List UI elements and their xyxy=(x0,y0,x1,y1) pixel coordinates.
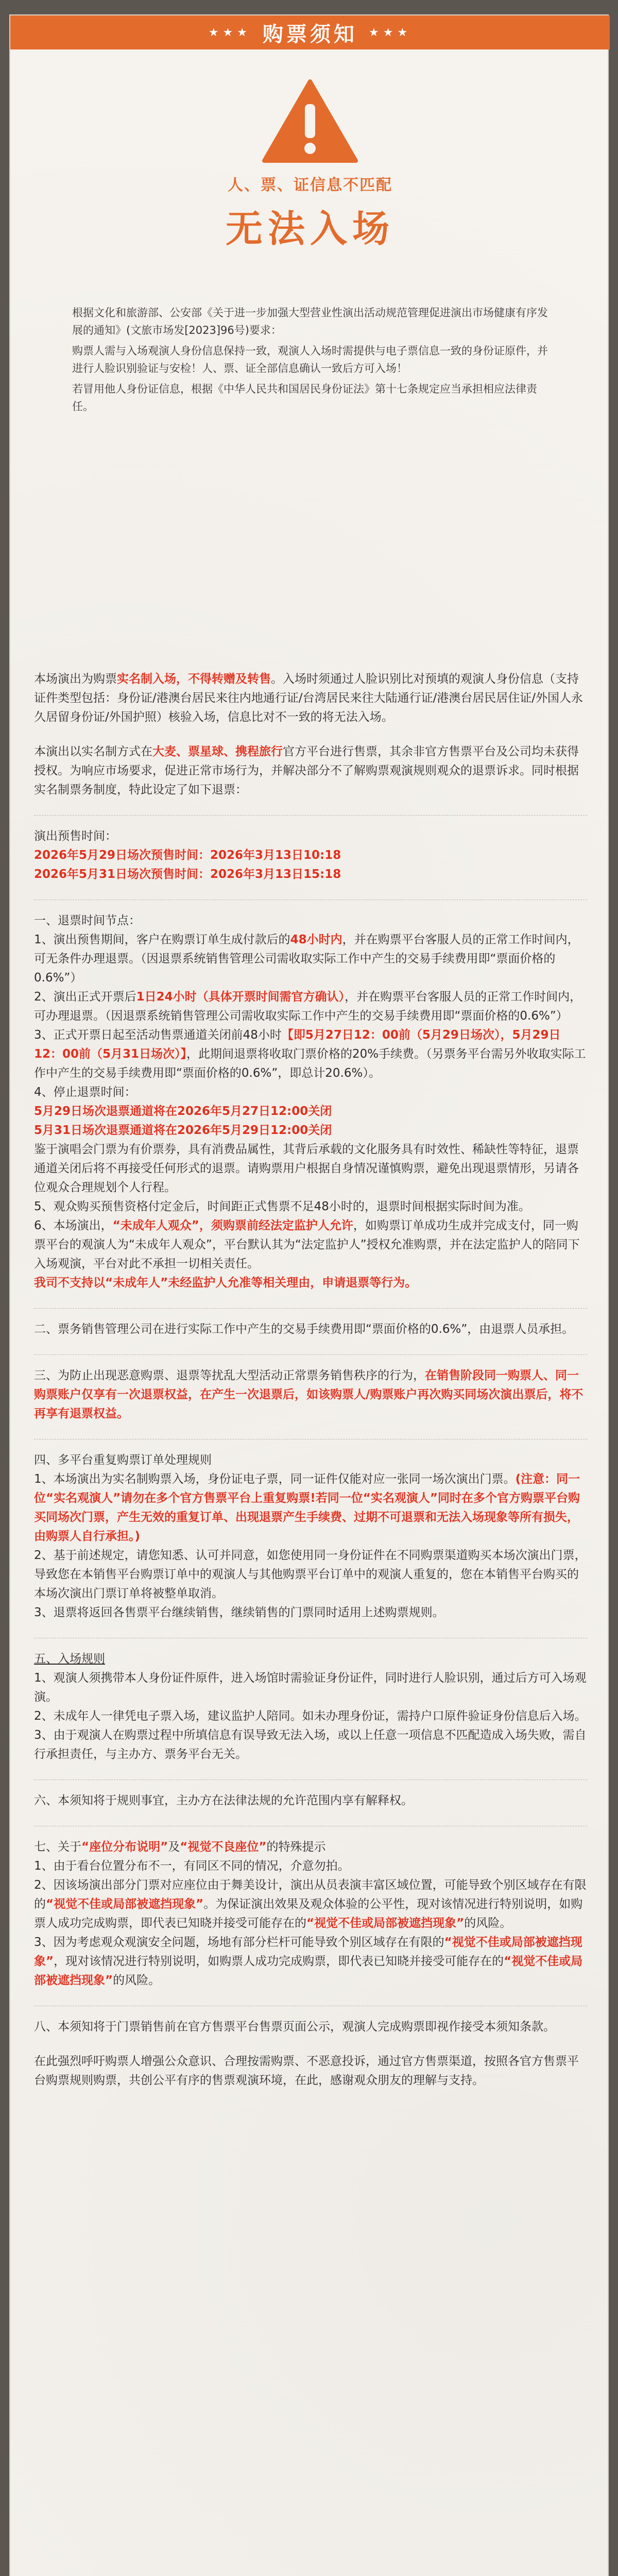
text: 三、为防止出现恶意购票、退票等扰乱大型活动正常票务销售秩序的行为， xyxy=(34,1369,425,1382)
stars-right: ★★★ xyxy=(369,26,412,39)
section-7-item-1: 1、由于看台位置分布不一，有同区不同的情况，介意勿拍。 xyxy=(34,1859,350,1873)
warning-headline: 无法入场 xyxy=(225,207,394,250)
text: 七、关于 xyxy=(34,1840,81,1854)
text: ，并在购票平台客服人员的正常工作时间内，可办理退票。（因退票系统销售管理公司需收取实际工作中产生的交易手续费用即“票面价格的0.6%”） xyxy=(34,990,582,1023)
stars-left: ★★★ xyxy=(208,26,251,39)
section-4-item-2: 2、基于前述规定，请您知悉、认可并同意，如您使用同一身份证件在不同购票渠道购买本场次演出门票，导致您在本销售平台购票订单中的观演人与其他购票平台订单中的观演人重复的，您在本销售平台购买的本场次演出门票订单将被整单取消。 xyxy=(34,1549,587,1600)
section-7-item-3 xyxy=(34,1933,587,1990)
text: 的特殊提示 xyxy=(266,1840,326,1854)
text: 及 xyxy=(168,1840,180,1854)
text: 。入场时须通过人脸识别比对预填的观演人身份信息（支持证件类型包括：身份证/港澳台居民来往内地通行证/台湾居民来往大陆通行证/港澳台居民居住证/外国人永久居留身份证/外国护照）核验入场，信息比对不一致的将无法入场。 xyxy=(34,672,583,724)
closing-paragraph: 在此强烈呼吁购票人增强公众意识、合理按需购票、不恶意投诉，通过官方售票渠道，按照各官方售票平台购票规则购票，共创公平有序的售票观演环境，在此，感谢观众朋友的理解与支持。 xyxy=(34,2055,579,2087)
highlight: “座位分布说明” xyxy=(81,1840,168,1854)
presale-line-1: 2026年5月29日场次预售时间：2026年3月13日10:18 xyxy=(34,849,341,862)
text: 。为保证演出效果及观众体验的公平性，现对该情况进行特别说明，如购票人成功完成购票，即代表已知晓并接受可能存在的 xyxy=(34,1897,583,1930)
refund-close-2: 5月31日场次退票通道将在2026年5月29日12:00关闭 xyxy=(34,1124,332,1137)
highlight: 【即5月27日12：00前（5月29日场次），5月29日12：00前（5月31日场次）】 xyxy=(34,1028,561,1061)
text: 2、因该场演出部分门票对应座位由于舞美设计，演出从员表演丰富区域位置，可能导致个别区域存在有限的 xyxy=(34,1878,587,1911)
header-banner xyxy=(10,15,610,49)
intro-paragraph-1 xyxy=(34,670,587,727)
presale-line-2: 2026年5月31日场次预售时间：2026年3月13日15:18 xyxy=(34,868,341,881)
section-5-item-1: 1、观演人须携带本人身份证件原件，进入场馆时需验证身份证件，同时进行人脸识别，通过后方可入场观演。 xyxy=(34,1671,587,1704)
text: 本演出以实名制方式在 xyxy=(34,745,152,758)
text: 本场演出为购票 xyxy=(34,672,117,686)
refund-item-4: 4、停止退票时间： xyxy=(34,1086,136,1099)
section-5-heading: 五、入场规则 xyxy=(34,1652,105,1666)
section-5-item-2: 2、未成年人一律凭电子票入场，建议监护人陪同。如未办理身份证，需持户口原件验证身份信息后入场。 xyxy=(34,1709,587,1723)
refund-item-3 xyxy=(34,1026,587,1083)
highlight: 实名制入场，不得转赠及转售 xyxy=(117,672,271,686)
highlight: “视觉不良座位” xyxy=(180,1840,267,1854)
section-7-heading xyxy=(34,1838,587,1857)
refund-item-4-note: 鉴于演唱会门票为有价票券，具有消费品属性，其背后承载的文化服务具有时效性、稀缺性等特征，退票通道关闭后将不再接受任何形式的退票。请购票用户根据自身情况谨慎购票，避免出现退票情形，另请各位观众合理规划个人行程。 xyxy=(34,1143,579,1194)
notice-paragraph: 若冒用他人身份证信息，根据《中华人民共和国居民身份证法》第十七条规定应当承担相应法律责任。 xyxy=(72,383,537,413)
highlight: “视觉不佳或局部被遮挡现象” xyxy=(306,1917,465,1930)
text: ，此期间退票将收取门票价格的20%手续费。（另票务平台需另外收取实际工作中产生的交易手续费用即“票面价格的0.6%”，即总计20.6%）。 xyxy=(34,1047,586,1080)
warning-subtitle: 人、票、证信息不匹配 xyxy=(228,176,392,194)
warning-triangle-icon xyxy=(261,77,359,165)
section-4-heading: 四、多平台重复购票订单处理规则 xyxy=(34,1453,212,1467)
section-3 xyxy=(34,1366,587,1423)
regulation-notice xyxy=(72,304,551,418)
section-2: 二、票务销售管理公司在进行实际工作中产生的交易手续费用即“票面价格的0.6%”，由退票人员承担。 xyxy=(34,1323,574,1336)
text: 6、本场演出， xyxy=(34,1219,113,1232)
highlight: “视觉不佳或局部被遮挡现象” xyxy=(34,1955,583,1987)
text: 的风险。 xyxy=(464,1917,512,1930)
text: 1、演出预售期间，客户在购票订单生成付款后的 xyxy=(34,933,290,946)
refund-item-6 xyxy=(34,1216,587,1274)
refund-close-1: 5月29日场次退票通道将在2026年5月27日12:00关闭 xyxy=(34,1105,332,1118)
text: 3、正式开票日起至活动售票通道关闭前48小时 xyxy=(34,1028,282,1042)
highlight: “视觉不佳或局部被遮挡现象” xyxy=(34,1936,582,1968)
notice-paragraph: 根据文化和旅游部、公安部《关于进一步加强大型营业性演出活动规范管理促进演出市场健康有序发展的通知》(文旅市场发[2023]96号)要求： xyxy=(72,307,548,336)
text: ，并在购票平台客服人员的正常工作时间内，可无条件办理退票。（因退票系统销售管理公司需收取实际工作中产生的交易手续费用即“票面价格的0.6%”） xyxy=(34,933,579,985)
refund-heading: 一、退票时间节点： xyxy=(34,914,141,927)
text: 1、本场演出为实名制购票入场，身份证电子票，同一证件仅能对应一张同一场次演出门票。 xyxy=(34,1472,516,1486)
highlight: “未成年人观众”，须购票前经法定监护人允许 xyxy=(112,1219,353,1232)
highlight: 在销售阶段同一购票人、同一购票账户仅享有一次退票权益，在产生一次退票后，如该购票人/购票账户再次购买同场次演出票后，将不再享有退票权益。 xyxy=(34,1369,583,1420)
refund-item-1 xyxy=(34,930,587,988)
refund-item-6-note: 我司不支持以“未成年人”未经监护人允准等相关理由，申请退票等行为。 xyxy=(34,1276,417,1290)
section-7-item-2 xyxy=(34,1876,587,1933)
text: ，现对该情况进行特别说明，如购票人成功完成购票，即代表已知晓并接受可能存在的 xyxy=(54,1955,504,1968)
notice-paper xyxy=(9,14,609,2576)
text: 官方平台进行售票，其余非官方售票平台及公司均未获得授权。为响应市场要求，促进正常市场行为，并解决部分不了解购票观演规则观众的退票诉求。同时根据实名制票务制度，特此设定了如下退票： xyxy=(34,745,579,796)
highlight: 1日24小时（具体开票时间需官方确认） xyxy=(136,990,345,1004)
highlight: 大麦、票星球、携程旅行 xyxy=(152,745,283,758)
presale-label: 演出预售时间： xyxy=(34,829,117,843)
refund-item-2 xyxy=(34,988,587,1026)
warning-block xyxy=(10,77,610,252)
main-content xyxy=(34,670,587,2090)
highlight: 48小时内 xyxy=(290,933,342,946)
section-4-item-3: 3、退票将返回各售票平台继续销售，继续销售的门票同时适用上述购票规则。 xyxy=(34,1606,444,1619)
section-5-item-3: 3、由于观演人在购票过程中所填信息有误导致无法入场，或以上任意一项信息不匹配造成入场失败，需自行承担责任，与主办方、票务平台无关。 xyxy=(34,1728,587,1761)
page-title: 购票须知 xyxy=(263,22,357,46)
highlight: (注意：同一位“实名观演人”请勿在多个官方售票平台上重复购票!若同一位“实名观演人”同时在多个官方购票平台购买同场次门票，产生无效的重复订单、出现退票产生手续费、过期不可退票和无法入场现象等所有损失，由购票人自行承担。) xyxy=(34,1472,580,1543)
text: 3、因为考虑观众观演安全问题，场地有部分栏杆可能导致个别区域存在有限的 xyxy=(34,1936,444,1949)
highlight: “视觉不佳或局部被遮挡现象” xyxy=(46,1897,204,1911)
section-4-item-1 xyxy=(34,1470,587,1546)
notice-paragraph: 购票人需与入场观演人身份信息保持一致，观演人入场时需提供与电子票信息一致的身份证原件，并进行人脸识别验证与安检！人、票、证全部信息确认一致后方可入场！ xyxy=(72,345,548,375)
section-8: 八、本须知将于门票销售前在官方售票平台售票页面公示，观演人完成购票即视作接受本须知条款。 xyxy=(34,2020,555,2033)
section-6: 六、本须知将于规则事宜，主办方在法律法规的允许范围内享有解释权。 xyxy=(34,1794,413,1807)
text: ，如购票订单成功生成并完成支付，同一购票平台的观演人为“未成年人观众”，平台默认其为“法定监护人”授权允准购票，并在法定监护人的陪同下入场观演，平台对此不承担一切相关责任。 xyxy=(34,1219,580,1270)
text: 的风险。 xyxy=(113,1974,161,1987)
text: 2、演出正式开票后 xyxy=(34,990,136,1004)
intro-paragraph-2 xyxy=(34,742,587,800)
refund-item-5: 5、观众购买预售资格付定金后，时间距正式售票不足48小时的，退票时间根据实际时间为准。 xyxy=(34,1200,530,1213)
